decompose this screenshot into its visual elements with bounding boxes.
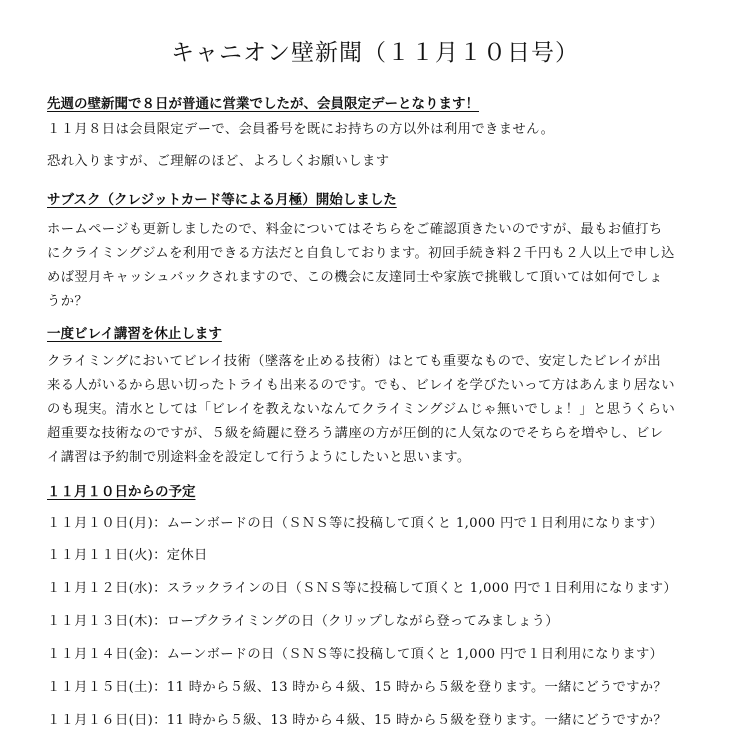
section-heading-belay: 一度ビレイ講習を休止します (47, 326, 222, 342)
text-line: のも現実。清水としては「ビレイを教えないなんてクライミングジムじゃ無いでしょ！」と思うくらい (47, 402, 676, 417)
paragraph-members-day (47, 118, 677, 142)
text-line: イ講習は予約制で別途料金を設定して行うようにしたいと思います。 (47, 450, 471, 465)
page-title: キャニオン壁新聞（１１月１０日号） (171, 40, 579, 66)
section-heading-schedule: １１月１０日からの予定 (47, 484, 196, 500)
schedule-item-nov14: １１月１４日(金)：ムーンボードの日（ＳＮＳ等に投稿して頂くと 1,000 円で１日利用になります） (47, 647, 664, 662)
schedule-item-nov15: １１月１５日(土)：11 時から５級、13 時から４級、15 時から５級を登ります。一緒にどうですか？ (47, 680, 667, 695)
text-line: 超重要な技術なのですが、５級を綺麗に登ろう講座の方が圧倒的に人気なのでそちらを増やし、ビレ (47, 426, 664, 441)
schedule-item-nov16: １１月１６日(日)：11 時から５級、13 時から４級、15 時から５級を登ります。一緒にどうですか？ (47, 713, 667, 728)
section-heading-subscription: サブスク（クレジットカード等による月極）開始しました (47, 192, 397, 208)
text-line: にクライミングジムを利用できる方法だと自負しております。初回手続き料２千円も２人以上で申し込 (47, 246, 675, 261)
text-line: クライミングにおいてビレイ技術（墜落を止める技術）はとても重要なもので、安定したビレイが出 (47, 354, 662, 369)
text-line: １１月８日は会員限定デーで、会員番号を既にお持ちの方以外は利用できません。 (47, 122, 555, 137)
paragraph-subscription (47, 218, 677, 314)
text-line: めば翌月キャッシュバックされますので、この機会に友達同士や家族で挑戦して頂いては如何でしょ (47, 270, 663, 285)
section-heading-members-day: 先週の壁新聞で８日が普通に営業でしたが、会員限定デーとなります！ (47, 96, 479, 112)
text-line: うか？ (47, 294, 89, 309)
schedule-item-nov10: １１月１０日(月)：ムーンボードの日（ＳＮＳ等に投稿して頂くと 1,000 円で１日利用になります） (47, 516, 664, 531)
text-line: 来る人がいるから思い切ったトライも出来るのです。でも、ビレイを学びたいって方はあんまり居ない (47, 378, 675, 393)
schedule-item-nov11: １１月１１日(火)：定休日 (47, 548, 208, 563)
paragraph-apology (47, 150, 677, 174)
text-line: 恐れ入りますが、ご理解のほど、よろしくお願いします (47, 154, 390, 169)
schedule-item-nov12: １１月１２日(水)：スラックラインの日（ＳＮＳ等に投稿して頂くと 1,000 円で１日利用になります） (47, 581, 677, 596)
text-line: ホームページも更新しましたので、料金についてはそちらをご確認頂きたいのですが、最もお値打ち (47, 222, 663, 237)
schedule-item-nov13: １１月１３日(木)：ロープクライミングの日（クリップしながら登ってみましょう） (47, 614, 559, 629)
paragraph-belay (47, 350, 677, 470)
